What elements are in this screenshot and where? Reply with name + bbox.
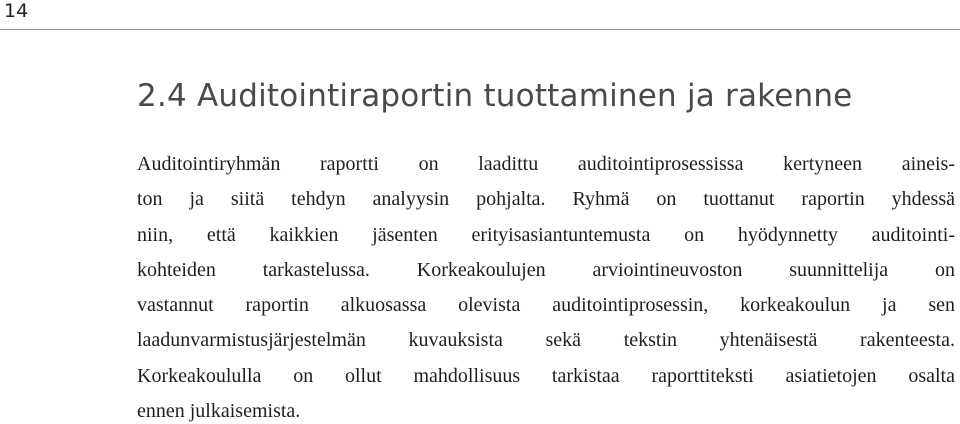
paragraph-line: laadunvarmistusjärjestelmän kuvauksista sekä tekstin yhtenäisestä rakenteesta. bbox=[137, 329, 955, 352]
header-divider bbox=[0, 29, 960, 30]
paragraph-line: niin, että kaikkien jäsenten erityisasiantuntemusta on hyödynnetty auditointi- bbox=[137, 223, 955, 246]
section-heading: 2.4 Auditointiraportin tuottaminen ja rakenne bbox=[137, 78, 853, 114]
paragraph-line: vastannut raportin alkuosassa olevista auditointiprosessin, korkeakoulun ja sen bbox=[137, 294, 955, 317]
page-number: 14 bbox=[4, 0, 29, 22]
paragraph-line: ton ja siitä tehdyn analyysin pohjalta. Ryhmä on tuottanut raportin yhdessä bbox=[137, 188, 955, 211]
paragraph-line: kohteiden tarkastelussa. Korkeakoulujen arviointineuvoston suunnittelija on bbox=[137, 258, 955, 281]
paragraph-line: ennen julkaisemista. bbox=[137, 400, 301, 423]
paragraph-line: Korkeakoululla on ollut mahdollisuus tarkistaa raporttiteksti asiatietojen osalta bbox=[137, 364, 955, 387]
body-paragraph bbox=[137, 147, 955, 424]
paragraph-line: Auditointiryhmän raportti on laadittu auditointiprosessissa kertyneen aineis- bbox=[137, 153, 955, 175]
